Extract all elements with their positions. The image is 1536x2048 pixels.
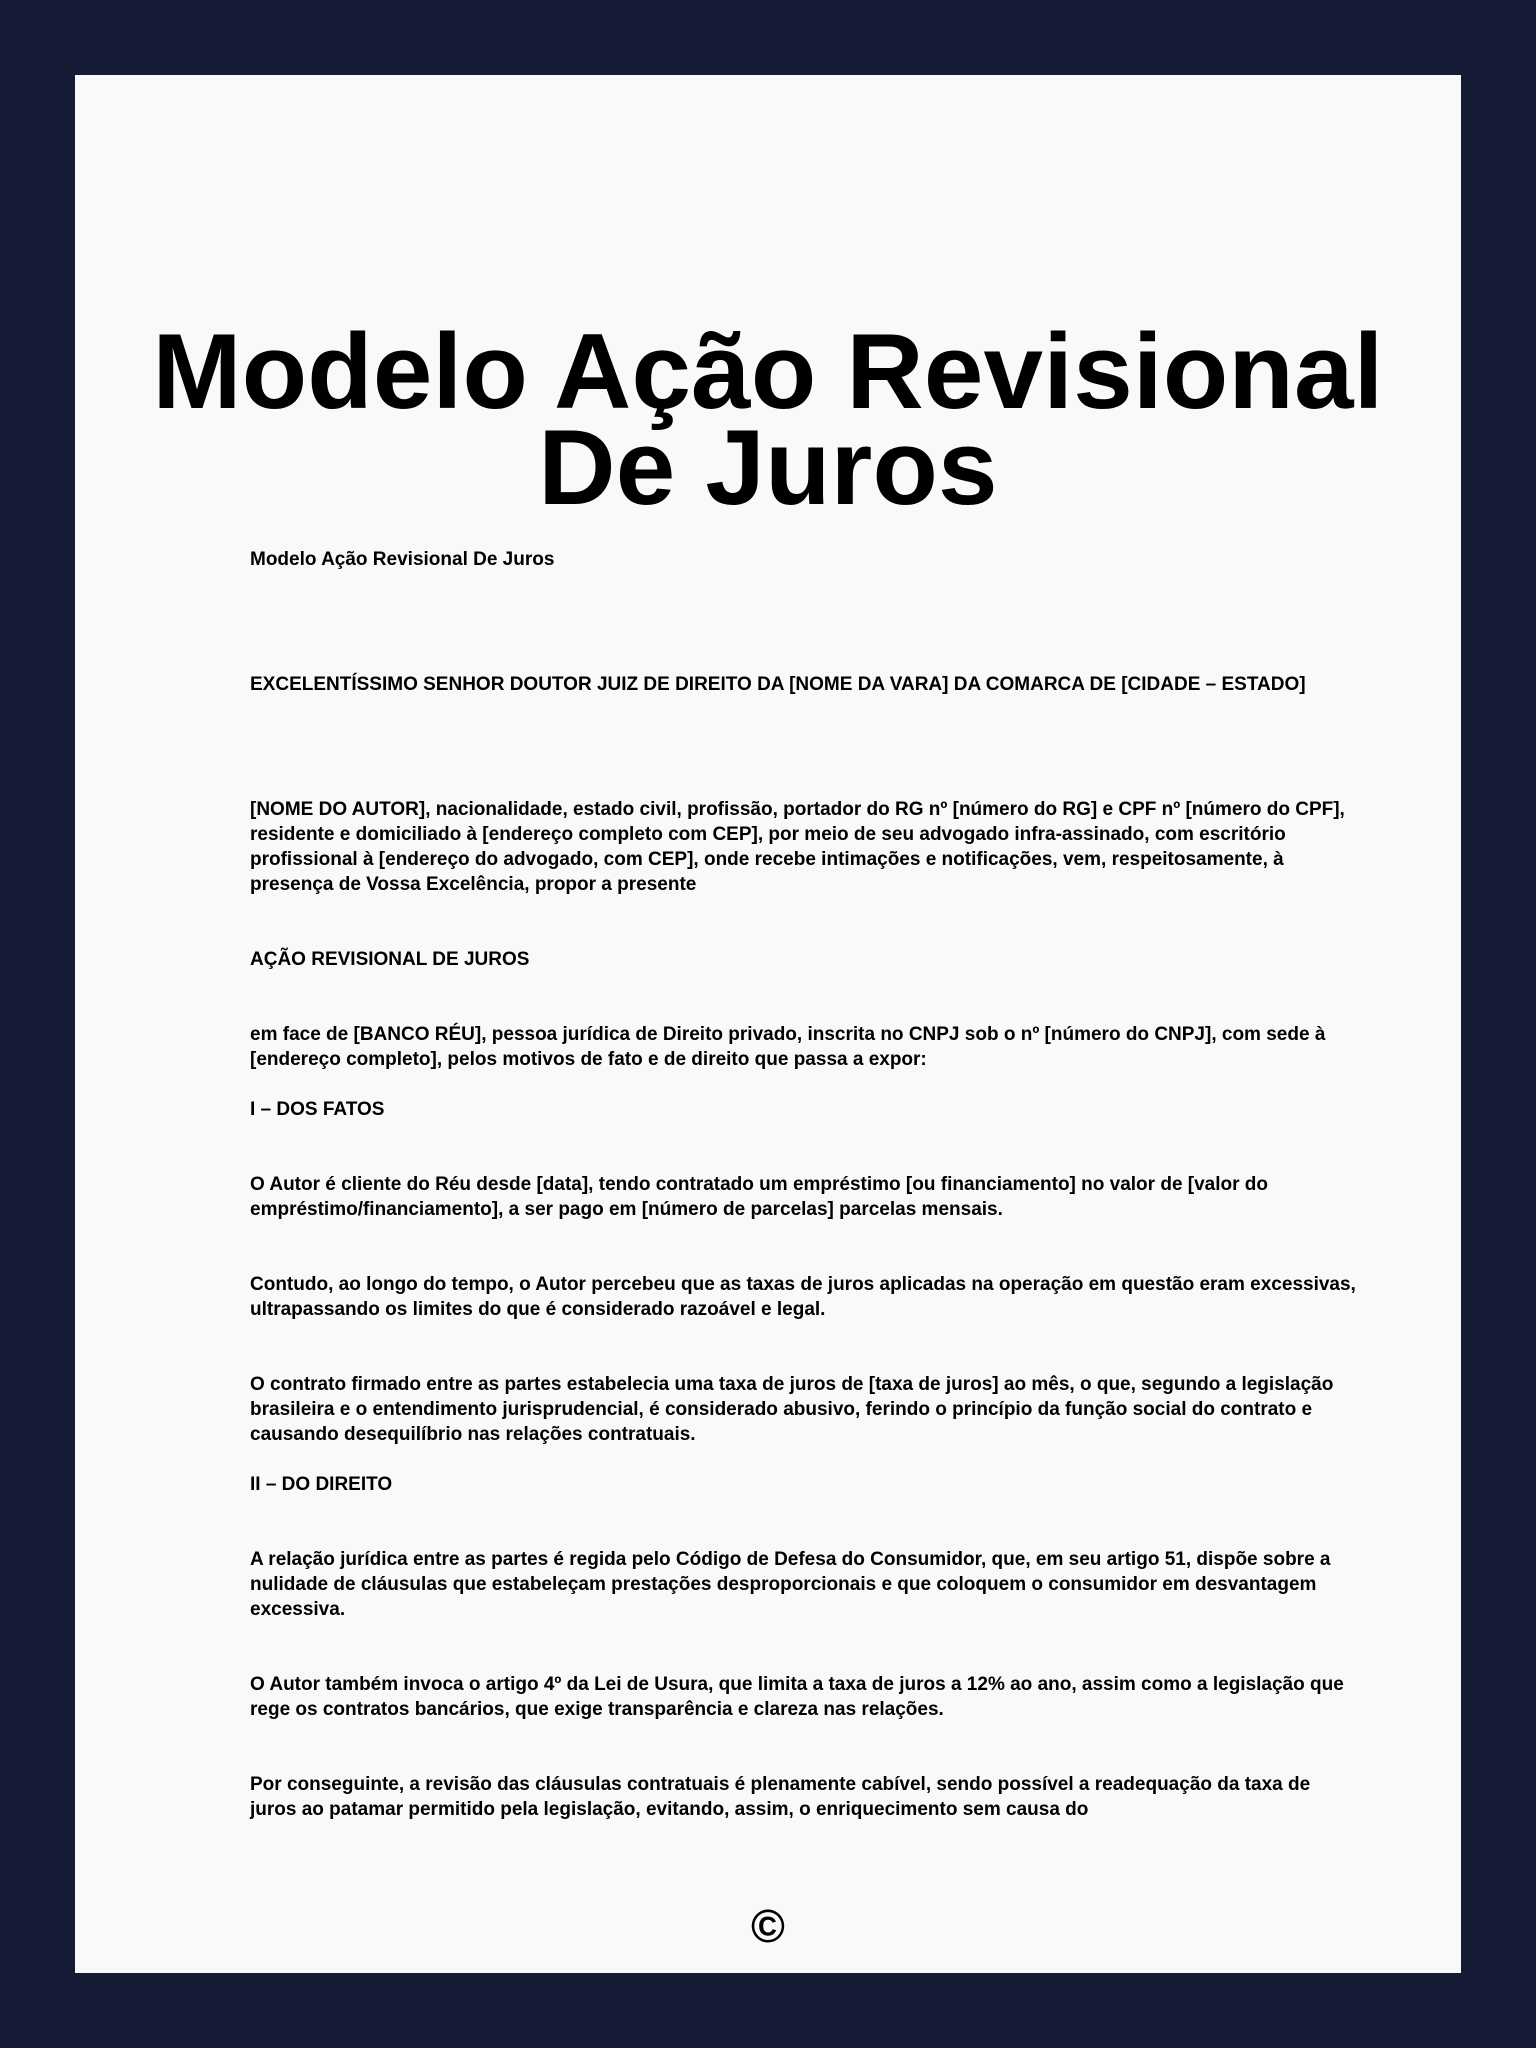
paragraph-subtitle: Modelo Ação Revisional De Juros [250, 549, 555, 570]
paragraph-law-3: Por conseguinte, a revisão das cláusulas contratuais é plenamente cabível, sendo possível a readequação da taxa de juros ao patamar permitido pela legislação, evitando, assim, o enriquecimento sem causa do [250, 1774, 1311, 1820]
paragraph-facts-1: O Autor é cliente do Réu desde [data], tendo contratado um empréstimo [ou financiamento] no valor de [valor do empréstimo/financiamento], a ser pago em [número de parcelas] parcelas mensais. [250, 1174, 1269, 1220]
paragraph-qualification: [NOME DO AUTOR], nacionalidade, estado civil, profissão, portador do RG nº [número do RG] e CPF nº [número do CPF], residente e domiciliado à [endereço completo com CEP], por meio de seu advogado infra-assinado, com escritório profissional à [endereço do advogado, com CEP], onde recebe intimações e notificações, vem, respeitosamente, à presença de Vossa Excelência, propor a presente [250, 799, 1345, 895]
document-page [75, 75, 1461, 1973]
paragraph-facts-3: O contrato firmado entre as partes estabelecia uma taxa de juros de [taxa de juros] ao mês, o que, segundo a legislação brasileira e o entendimento jurisprudencial, é considerado abusivo, ferindo o princípio da função social do contrato e causando desequilíbrio nas relações contratuais. [250, 1374, 1334, 1445]
paragraph-law-1: A relação jurídica entre as partes é regida pelo Código de Defesa do Consumidor, que, em seu artigo 51, dispõe sobre a nulidade de cláusulas que estabeleçam prestações desproporcionais e que coloquem o consumidor em desvantagem excessiva. [250, 1549, 1331, 1620]
paragraph-action-title: AÇÃO REVISIONAL DE JUROS [250, 949, 530, 970]
heading-facts: I – DOS FATOS [250, 1099, 385, 1120]
copyright-symbol: © [751, 1900, 785, 1952]
document-title: Modelo Ação Revisional De Juros [152, 311, 1384, 527]
paragraph-addressee: EXCELENTÍSSIMO SENHOR DOUTOR JUIZ DE DIREITO DA [NOME DA VARA] DA COMARCA DE [CIDADE – ESTADO] [250, 674, 1306, 695]
paragraph-defendant: em face de [BANCO RÉU], pessoa jurídica de Direito privado, inscrita no CNPJ sob o nº [número do CNPJ], com sede à [endereço completo], pelos motivos de fato e de direito que passa a expor: [250, 1024, 1326, 1070]
paragraph-facts-2: Contudo, ao longo do tempo, o Autor percebeu que as taxas de juros aplicadas na operação em questão eram excessivas, ultrapassando os limites do que é considerado razoável e legal. [250, 1274, 1356, 1320]
document-body [250, 75, 1360, 1973]
paragraph-law-2: O Autor também invoca o artigo 4º da Lei de Usura, que limita a taxa de juros a 12% ao ano, assim como a legislação que rege os contratos bancários, que exige transparência e clareza nas relações. [250, 1674, 1344, 1720]
heading-law: II – DO DIREITO [250, 1474, 393, 1495]
